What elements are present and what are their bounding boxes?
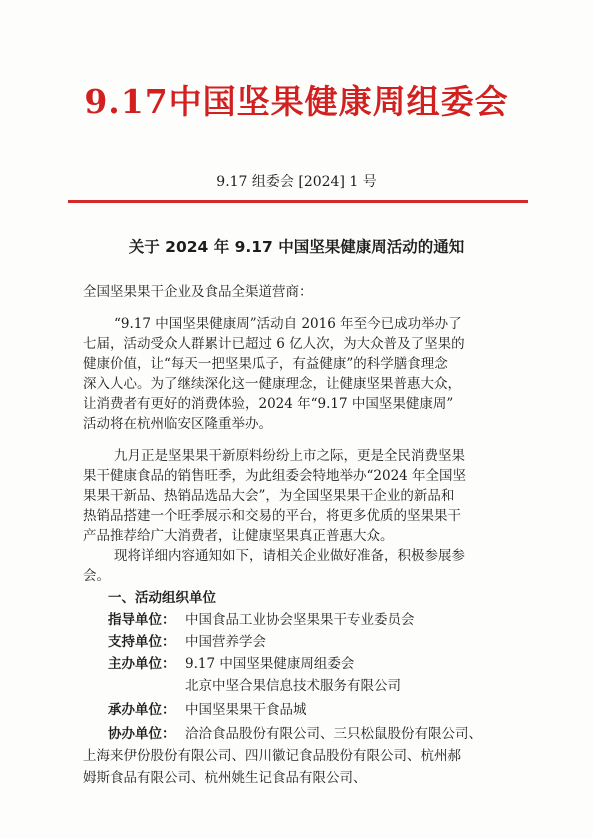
para2-line: 九月正是坚果果干新原料纷纷上市之际，更是全民消费坚果: [114, 448, 465, 464]
host-value: 北京中坚合果信息技术服务有限公司: [185, 678, 401, 694]
para2-line: 果果干新品、热销品选品大会”，为全国坚果果干企业的新品和: [83, 488, 455, 504]
para1-line: 七届，活动受众人群累计已超过 6 亿人次，为大众普及了坚果的: [83, 336, 465, 352]
salutation: 全国坚果果干企业及食品全渠道营商：: [83, 284, 313, 300]
co-organizer-value: 洽洽食品股份有限公司、三只松鼠股份有限公司、: [185, 726, 482, 742]
para1-line: 活动将在杭州临安区隆重举办。: [83, 416, 272, 432]
organization-title: 9.17中国坚果健康周组委会: [84, 82, 509, 121]
guide-label: 指导单位：: [108, 612, 176, 628]
para2-line: 产品推荐给广大消费者，让健康坚果真正普惠大众。: [83, 528, 394, 544]
para2-line: 热销品搭建一个旺季展示和交易的平台，将更多优质的坚果果干: [83, 508, 461, 524]
para2-line: 果干健康食品的销售旺季，为此组委会特地举办“2024 年全国坚: [83, 468, 467, 484]
para3-line: 会。: [83, 568, 110, 584]
notice-title: 关于 2024 年 9.17 中国坚果健康周活动的通知: [128, 238, 465, 256]
section-heading: 一、活动组织单位: [108, 590, 216, 606]
para1-line: 深入人心。为了继续深化这一健康理念，让健康坚果普惠大众，: [83, 376, 461, 392]
support-label: 支持单位：: [108, 634, 176, 650]
organizer-label: 承办单位：: [108, 702, 176, 718]
document-number: 9.17 组委会 [2024] 1 号: [216, 174, 377, 190]
organizer-value: 中国坚果果干食品城: [185, 702, 307, 718]
para1-line: “9.17 中国坚果健康周”活动自 2016 年至今已成功举办了: [114, 316, 462, 332]
host-label: 主办单位：: [108, 656, 176, 672]
co-organizer-value: 上海来伊份股份有限公司、四川徽记食品股份有限公司、杭州郝: [83, 748, 461, 764]
co-organizer-label: 协办单位：: [108, 726, 176, 742]
co-organizer-value: 姆斯食品有限公司、杭州姚生记食品有限公司、: [83, 770, 367, 786]
guide-value: 中国食品工业协会坚果果干专业委员会: [185, 612, 415, 628]
header-divider: [68, 200, 528, 203]
support-value: 中国营养学会: [185, 634, 266, 650]
para1-line: 健康价值，让“每天一把坚果瓜子，有益健康”的科学膳食理念: [83, 356, 448, 372]
para1-line: 让消费者有更好的消费体验，2024 年“9.17 中国坚果健康周”: [83, 396, 454, 412]
host-value: 9.17 中国坚果健康周组委会: [185, 656, 355, 672]
para3-line: 现将详细内容通知如下，请相关企业做好准备，积极参展参: [114, 548, 465, 564]
